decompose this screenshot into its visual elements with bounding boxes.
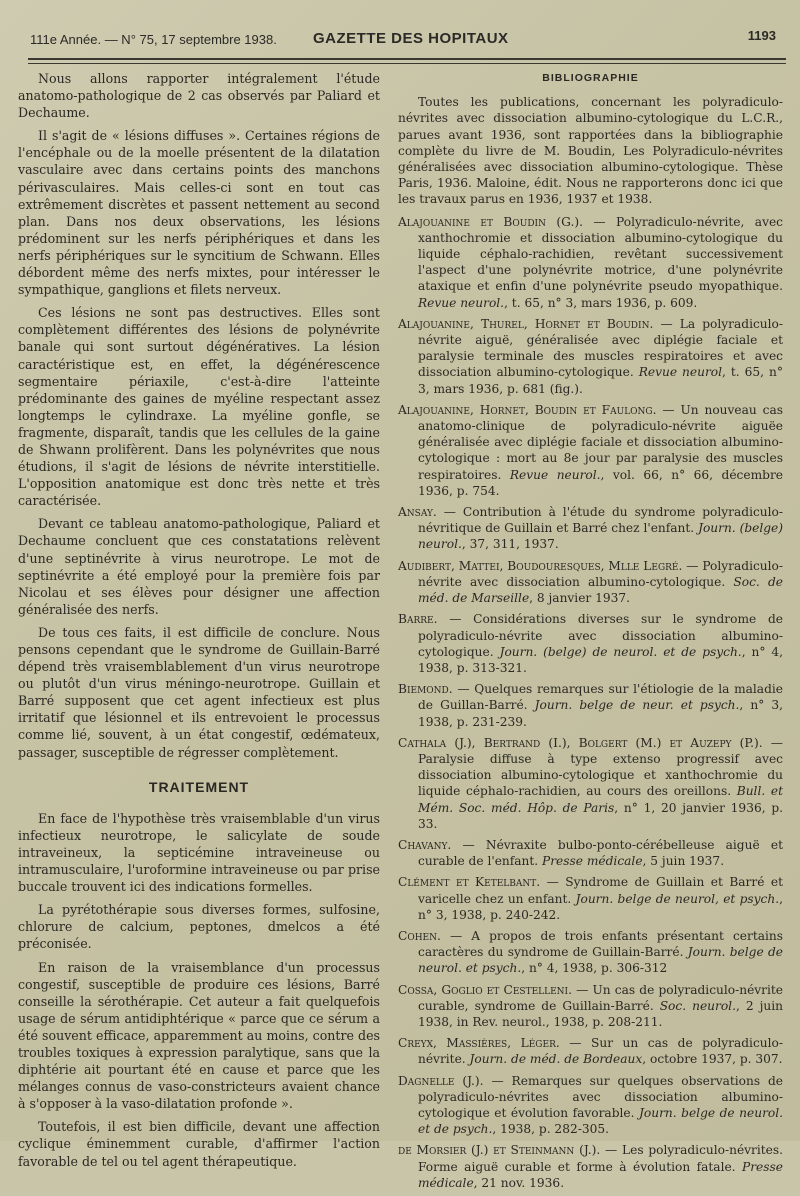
reference-details: , 1938, p. 282-305. [492,1122,609,1137]
paragraph: La pyrétothérapie sous diverses formes, sulfosine, chlorure de calcium, peptones, dmelcos a été préconisée. [18,902,380,952]
reference-entry [398,1073,783,1138]
left-column [18,70,380,1176]
reference-authors: Creyx, Massières, Léger. [398,1036,560,1051]
reference-journal: Bull. et Mém. Soc. méd. Hôp. de Paris [418,784,783,815]
reference-entry [398,316,783,397]
paragraph: En raison de la vraisemblance d'un processus congestif, susceptible de produire ces lésions, Barré conseille la sérothérapie. Cet auteur a fait quelquefois usage de sérum antidiphtérique « parce que ce sérum a été souvent efficace, apparemment au moins, contre des troubles toxiques à expression paralytique, sans que la diphtérie ait pourtant été en cause et parce que les mélanges connus de vaso-constricteurs avaient chance à s'opposer à la vaso-dilatation profonde ». [18,959,380,1112]
reference-authors: Audibert, Mattei, Boudouresques, Mlle Legré. [398,558,683,573]
reference-details: , t. 65, n° 3, mars 1936, p. 609. [504,295,698,310]
reference-journal: Soc. neurol. [659,998,736,1013]
reference-entry [398,504,783,553]
paragraph: En face de l'hypothèse très vraisemblable d'un virus infectieux neurotrope, le salicylate de soude intraveineux, la septicémine intraveineuse ou intramusculaire, l'uroformine intraveineuse ou par prise buccale trouvent ici des indications formelles. [18,810,380,895]
reference-details: , 5 juin 1937. [642,854,725,869]
header-rule [28,58,786,60]
reference-journal: Presse médicale [418,1159,783,1190]
reference-title: — La polyradiculo-névrite aiguë, généralisée avec diplégie faciale et paralysie terminale des muscles respiratoires et avec dissociation albumino-cytologique. [418,316,783,380]
reference-entry [398,928,783,977]
reference-details: , 8 janvier 1937. [529,591,631,606]
reference-journal: Presse médicale [542,854,643,869]
reference-authors: Ansay. [398,505,437,520]
reference-entry [398,1035,783,1067]
reference-title: — Un cas de polyradiculo-névrite curable, syndrome de Guillain-Barré. [418,982,784,1013]
paragraph: Il s'agit de « lésions diffuses ». Certaines régions de l'encéphale ou de la moelle présentent de la dilatation vasculaire avec dans certains points des manchons périvasculaires. Mais celles-ci sont en tout cas extrêmement discrètes et passent nettement au second plan. Dans nos deux observations, les lésions prédominent sur les nerfs périphériques et dans les nerfs périphériques sur le syncitium de Schwann. Elles débordent même des nerfs mixtes, pour intéresser le sympathique, ganglions et filets nerveux. [18,128,380,298]
reference-title: — Un nouveau cas anatomo-clinique de polyradiculo-névrite aiguëe généralisée avec diplégie faciale et dissociation albumino-cytologique : mort au 8e jour par paralysie des muscles respiratoires. [418,402,783,482]
reference-entry [398,681,783,730]
reference-details: , vol. 66, n° 66, décembre 1936, p. 754. [418,467,783,498]
reference-title: — Les polyradiculo-névrites. Forme aiguë curable et forme à évolution fatale. [418,1143,784,1174]
reference-title: — Syndrome de Guillain et Barré et varicelle chez un enfant. [418,875,783,906]
reference-details: , octobre 1937, p. 307. [642,1052,783,1067]
reference-authors: Barre. [398,612,438,627]
reference-authors: Cohen. [398,928,441,943]
reference-title: — Remarques sur quelques observations de polyradiculo-névrites avec dissociation albumino-cytologique et évolution favorable. [418,1073,784,1120]
reference-entry [398,402,783,499]
reference-details: , n° 3, 1938, p. 231-239. [418,698,783,729]
reference-entry [398,214,783,311]
paragraph: Ces lésions ne sont pas destructives. Elles sont complètement différentes des lésions de polynévrite banale qui sont surtout dégénératives. La lésion caractéristique est, en effet, la dégénérescence segmentaire périaxile, c'est-à-dire l'atteinte prédominante des gaines de myéline respectant assez longtemps le cylindraxe. La myéline gonfle, se fragmente, disparaît, tandis que les cellules de la gaine de Shwann prolifèrent. Dans les polynévrites que nous étudions, il s'agit de lésions de névrite interstitielle. L'opposition anatomique est donc très nette et très caractérisée. [18,305,380,509]
reference-details: , 2 juin 1938, in Rev. neurol., 1938, p. 208-211. [418,998,783,1029]
reference-details: , 37, 311, 1937. [461,537,559,552]
reference-authors: Clément et Ketelbant. [398,875,541,890]
paragraph: Nous allons rapporter intégralement l'étude anatomo-pathologique de 2 cas observés par Paliard et Dechaume. [18,71,380,121]
reference-title: — Contribution à l'étude du syndrome polyradiculo-névritique de Guillain et Barré chez l'enfant. [418,505,783,536]
reference-authors: Biemond. [398,682,453,697]
bibliography-intro: Toutes les publications, concernant les polyradiculo-névrites avec dissociation albumino-cytologique du L.C.R., parues avant 1936, sont rapportées dans la bibliographie complète du livre de M. Boudin, Les Polyradiculo-névrites généralisées avec dissociation albumino-cytologique. Thèse Paris, 1936. Maloine, édit. Nous ne rapporterons donc ici que les travaux parus en 1936, 1937 et 1938. [398,95,783,207]
reference-entry [398,982,783,1031]
right-column [398,70,783,1196]
reference-details: , n° 3, 1938, p. 240-242. [418,891,783,922]
reference-title: — Polyradiculo-névrite, avec xanthochromie et dissociation albumino-cytologique du liquide céphalo-rachidien, revêtant successivement l'aspect d'une polynévrite motrice, d'une polynévrite ataxique et enfin d'une polynévrite pseudo myopathique. [418,214,783,294]
reference-title: — A propos de trois enfants présentant certains caractères du syndrome de Guillain-Barré. [418,928,783,960]
reference-authors: Cossa, Goglio et Cestelleni. [398,982,572,997]
page-header [30,28,782,50]
reference-details: , 21 nov. 1936. [473,1175,565,1190]
reference-title: — Sur un cas de polyradiculo-névrite. [418,1036,783,1067]
reference-authors: Alajouanine, Hornet, Boudin et Faulong. [398,402,657,417]
reference-journal: Journ. de méd. de Bordeaux [469,1052,643,1067]
reference-entry [398,735,783,832]
reference-journal: Journ. belge de neur. et psych. [534,698,740,713]
reference-journal: Soc. de méd. de Marseille [418,574,783,606]
reference-entry [398,874,783,923]
reference-details: , n° 4, 1938, p. 306-312 [521,961,668,976]
reference-authors: de Morsier (J.) et Steinmann (J.). [398,1143,601,1158]
reference-journal: Journ. belge de neurol. et de psych. [418,1105,784,1137]
reference-title: — Paralysie diffuse à type extenso progressif avec dissociation albumino-cytologique et xanthochromie du liquide céphalo-rachidien, au cours des oreillons. [418,735,783,799]
reference-authors: Cathala (J.), Bertrand (I.), Bolgert (M.) et Auzepy (P.). [398,735,763,750]
journal-title: GAZETTE DES HOPITAUX [313,30,509,47]
paragraph: De tous ces faits, il est difficile de conclure. Nous pensons cependant que le syndrome de Guillain-Barré dépend très vraisemblablement d'un virus neurotrope ou plutôt d'un virus méningo-neurotrope. Guillain et Barré supposent que cet agent infectieux est plus irritatif que lésionnel et ils entrevoient le processus comme lié, souvent, à un état congestif, œdémateux, passager, susceptible de régresser complètement. [18,624,380,760]
page-number: 1193 [747,28,776,43]
reference-title: — Névraxite bulbo-ponto-cérébelleuse aiguë et curable de l'enfant. [418,837,783,869]
reference-journal: Journ. (belge) de neurol. et de psych. [499,644,742,659]
reference-authors: Dagnelle (J.). [398,1073,484,1088]
reference-authors: Chavany. [398,837,452,852]
reference-authors: Alajouanine et Boudin (G.). [398,214,583,229]
issue-line: 111e Année. — N° 75, 17 septembre 1938. [30,32,277,47]
header-rule-thin [28,63,786,64]
reference-details: , t. 65, n° 3, mars 1936, p. 681 (fig.). [418,365,783,396]
bibliography-title: BIBLIOGRAPHIE [542,72,639,84]
reference-title: — Polyradiculo-névrite avec dissociation albumino-cytologique. [418,558,783,589]
reference-journal: Revue neurol [638,365,723,380]
paragraph: Devant ce tableau anatomo-pathologique, Paliard et Dechaume concluent que ces constatations relèvent d'une septinévrite à virus neurotrope. Le mot de septinévrite a été employé pour la première fois par Nicolau et ses élèves pour désigner une affection généralisée des nerfs. [18,516,380,617]
reference-title: — Considérations diverses sur le syndrome de polyradiculo-névrite avec dissociation albumino-cytologique. [418,612,783,659]
reference-journal: Revue neurol. [509,467,601,482]
reference-entry [398,1142,783,1191]
reference-list [398,214,783,1191]
reference-details: , n° 4, 1938, p. 313-321. [418,644,783,675]
reference-entry [398,558,783,607]
reference-journal: Journ. belge de neurol, et psych. [575,891,780,906]
reference-journal: Revue neurol. [418,295,505,310]
reference-journal: Journ. belge de neurol. et psych. [418,945,784,976]
section-title-traitement: TRAITEMENT [148,778,250,795]
reference-entry [398,611,783,676]
reference-details: , n° 1, 20 janvier 1936, p. 33. [418,800,783,831]
reference-journal: Journ. (belge) neurol. [418,521,784,552]
reference-authors: Alajouanine, Thurel, Hornet et Boudin. [398,316,654,331]
paragraph: Toutefois, il est bien difficile, devant une affection cyclique éminemment curable, d'affirmer l'action favorable de tel ou tel agent thérapeutique. [18,1119,380,1169]
reference-entry [398,837,783,869]
reference-title: — Quelques remarques sur l'étiologie de la maladie de Guillan-Barré. [418,682,783,713]
